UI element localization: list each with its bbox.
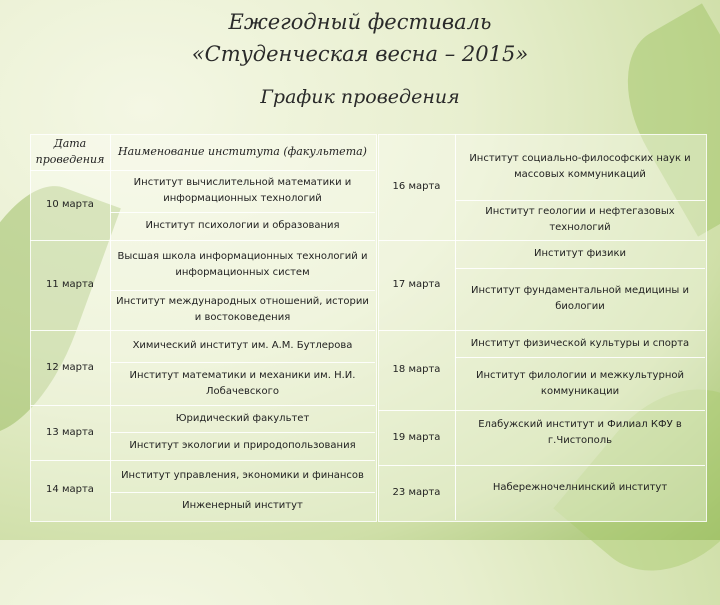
institute-cell: Институт фундаментальной медицины и биологии — [471, 285, 689, 312]
institute-cell: Елабужский институт и Филиал КФУ в г.Чистополь — [478, 418, 682, 446]
institute-cell: Институт геологии и нефтегазовых технологий — [485, 206, 675, 233]
date-cell: 18 марта — [392, 364, 441, 375]
institute-cell: Набережночелнинский институт — [492, 481, 668, 493]
date-cell: 13 марта — [46, 426, 94, 438]
date-cell: 19 марта — [392, 431, 441, 443]
institute-cell: Институт международных отношений, истории и востоковедения — [116, 296, 369, 323]
date-cell: 14 марта — [46, 484, 94, 495]
date-cell: 11 марта — [46, 279, 94, 290]
title-line1: Ежегодный фестиваль — [228, 10, 492, 34]
institute-cell: Институт математики и механики им. Н.И. Лобачевского — [129, 369, 356, 397]
institute-cell: Институт психологии и образования — [145, 220, 340, 231]
institute-cell: Высшая школа информационных технологий и информационных систем — [117, 251, 368, 278]
institute-cell: Институт физики — [534, 248, 626, 259]
schedule-heading: График проведения — [260, 86, 460, 108]
institute-cell: Институт социально-философских наук и массовых коммуникаций — [469, 153, 691, 180]
date-cell: 10 марта — [46, 199, 94, 210]
date-cell: 23 марта — [392, 486, 441, 498]
header-name: Наименование института (факультета) — [118, 145, 367, 158]
institute-cell: Институт вычислительной математики и информационных технологий — [133, 177, 352, 204]
date-cell: 17 марта — [392, 279, 441, 290]
institute-cell: Институт экологии и природопользования — [129, 440, 356, 451]
title-line2: «Студенческая весна – 2015» — [191, 42, 529, 66]
date-cell: 16 марта — [392, 181, 441, 192]
institute-cell: Институт управления, экономики и финансов — [121, 470, 364, 481]
institute-cell: Институт физической культуры и спорта — [470, 337, 690, 349]
institute-cell: Инженерный институт — [182, 500, 303, 511]
institute-cell: Институт филологии и межкультурной коммуникации — [476, 369, 684, 397]
header-date: Дата проведения — [35, 137, 105, 166]
institute-cell: Юридический факультет — [175, 412, 310, 424]
institute-cell: Химический институт им. А.М. Бутлерова — [132, 340, 353, 351]
date-cell: 12 марта — [46, 361, 94, 373]
